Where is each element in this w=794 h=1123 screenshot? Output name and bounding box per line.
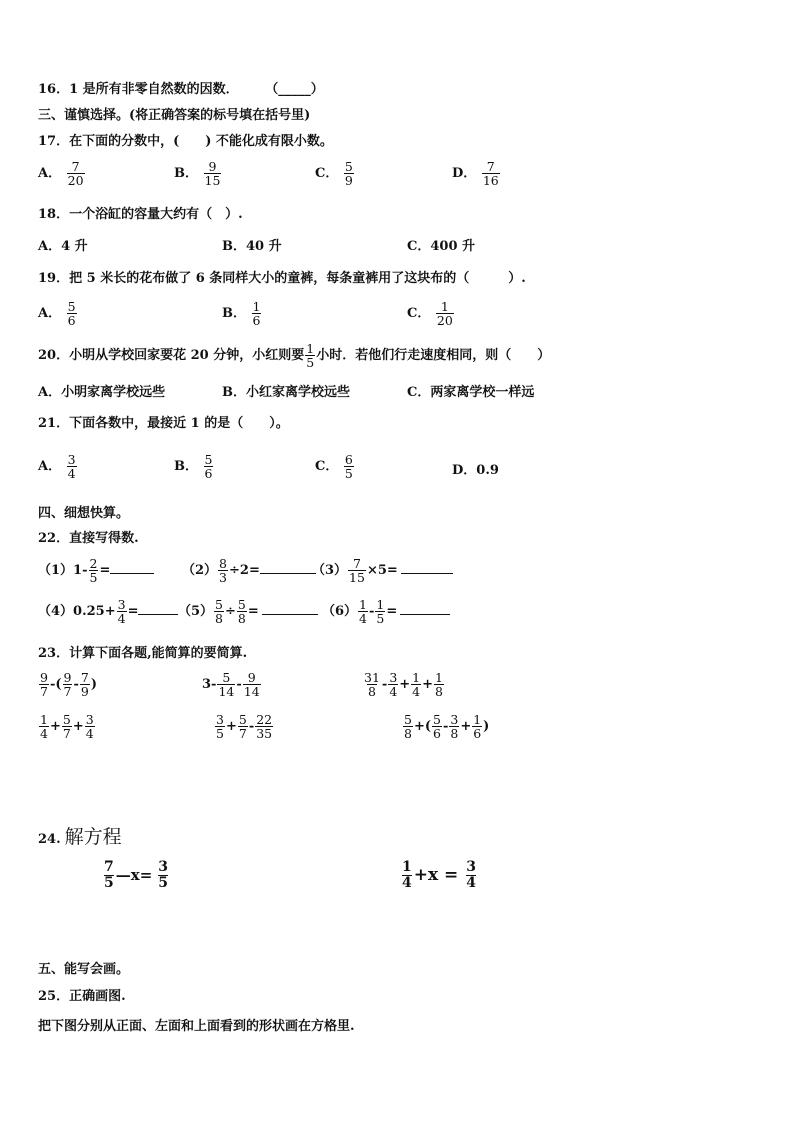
q25-instruction: 把下图分别从正面、左面和上面看到的形状画在方格里. [38,1019,355,1034]
q17-option-c[interactable]: C． $\frac{5}{9}$ [315,159,353,188]
q24-equation-2: $\frac{1}{4}$ +x = $\frac{3}{4}$ [402,859,477,891]
section-3-heading: 三、谨慎选择。(将正确答案的标号填在括号里) [38,108,311,123]
q22-6-answer[interactable] [400,602,450,615]
q22-item-4: （4）0.25+ $\frac{3}{4}$ = [38,598,178,625]
section-5-heading: 五、能写会画。 [38,962,130,977]
q17-option-b[interactable]: B． $\frac{9}{15}$ [174,159,221,188]
q19-option-c[interactable]: C． $\frac{1}{20}$ [407,299,453,328]
q17-a-fraction: $\frac{7}{20}$ [67,159,84,188]
q25-stem: 25．正确画图. [38,989,126,1004]
q18-option-a[interactable]: A．4 升 [38,239,88,254]
q23-expr-1: $\frac{9}{7}$ -( $\frac{9}{7}$ - $\frac{7}{9}$ ) [40,670,97,699]
q22-3-answer[interactable] [401,561,453,574]
q17-option-a[interactable]: A． $\frac{7}{20}$ [38,159,84,188]
q22-2-answer[interactable] [260,561,316,574]
q22-item-6: （6） $\frac{1}{4}$ - $\frac{1}{5}$ = [322,598,450,625]
q23-stem: 23．计算下面各题,能简算的要简算. [38,646,248,661]
q19-option-b[interactable]: B． $\frac{1}{6}$ [222,299,261,328]
q18-option-b[interactable]: B．40 升 [222,239,282,254]
q22-5-answer[interactable] [262,602,318,615]
q17-b-fraction: $\frac{9}{15}$ [204,159,221,188]
q21-option-c[interactable]: C． $\frac{6}{5}$ [315,452,353,481]
q16-text: 16．1 是所有非零自然数的因数． [38,82,239,97]
q21-option-d[interactable]: D．0.9 [452,463,499,478]
q17-stem: 17．在下面的分数中，( ) 不能化成有限小数。 [38,134,333,149]
q22-item-1: （1）1- $\frac{2}{5}$ = [38,557,154,584]
q16-line [38,82,324,98]
q21-option-a[interactable]: A． $\frac{3}{4}$ [38,452,76,481]
q24-heading: 24. 解方程 [38,826,122,848]
q17-option-d[interactable]: D． $\frac{7}{16}$ [452,159,499,188]
section-4-heading: 四、细想快算。 [38,506,130,521]
q23-expr-5: $\frac{3}{5}$ + $\frac{5}{7}$ - $\frac{22}{35}$ [216,712,273,741]
q20-stem: 20．小明从学校回家要花 20 分钟，小红则要 $\frac{1}{5}$ 小时．若他们行走速度相同，则（ ） [38,341,551,370]
q22-4-answer[interactable] [138,602,178,615]
q17-d-fraction: $\frac{7}{16}$ [482,159,499,188]
q23-expr-3: $\frac{31}{8}$ - $\frac{3}{4}$ + $\frac{1}{4}$ + $\frac{1}{8}$ [364,670,443,699]
q23-expr-2: 3- $\frac{5}{14}$ - $\frac{9}{14}$ [202,670,260,699]
q22-item-5: （5） $\frac{5}{8}$ ÷ $\frac{5}{8}$ = [178,598,318,625]
q22-stem: 22．直接写得数. [38,531,139,546]
q22-1-answer[interactable] [110,561,154,574]
q21-stem: 21．下面各数中，最接近 1 的是（ ）。 [38,416,289,431]
q16-answer-blank[interactable]: （_____） [265,82,324,97]
q20-option-b[interactable]: B．小红家离学校远些 [222,385,350,400]
q19-stem: 19．把 5 米长的花布做了 6 条同样大小的童裤，每条童裤用了这块布的（ ）. [38,271,526,286]
q20-option-a[interactable]: A．小明家离学校远些 [38,385,166,400]
q18-option-c[interactable]: C．400 升 [407,239,476,254]
q20-option-c[interactable]: C．两家离学校一样远 [407,385,535,400]
q23-expr-6: $\frac{5}{8}$ +( $\frac{5}{6}$ - $\frac{3}{8}$ + $\frac{1}{6}$ ) [404,712,490,741]
q23-expr-4: $\frac{1}{4}$ + $\frac{5}{7}$ + $\frac{3}{4}$ [40,712,94,741]
q18-stem: 18．一个浴缸的容量大约有（ ）. [38,207,243,222]
q22-item-3: （3） $\frac{7}{15}$ ×5= [312,557,453,584]
q21-option-b[interactable]: B． $\frac{5}{6}$ [174,452,213,481]
q24-equation-1: $\frac{7}{5}$ —x= $\frac{3}{5}$ [104,859,169,891]
q17-c-fraction: $\frac{5}{9}$ [344,159,353,188]
q22-item-2: （2） $\frac{8}{3}$ ÷2= [182,557,316,584]
q19-option-a[interactable]: A． $\frac{5}{6}$ [38,299,76,328]
